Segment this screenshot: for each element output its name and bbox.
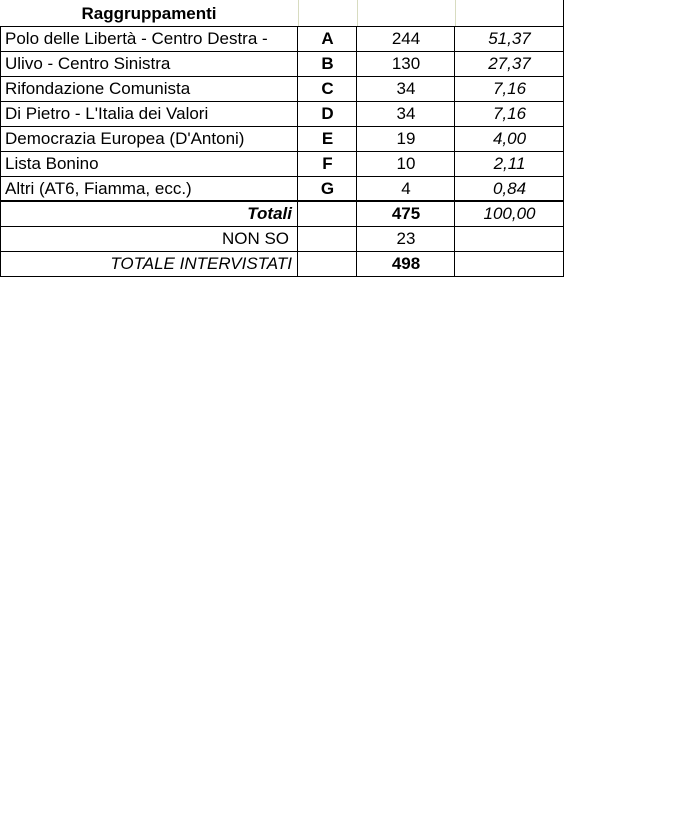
- party-count: 34: [396, 79, 416, 98]
- grid-line: [0, 51, 564, 52]
- party-count: 130: [391, 54, 421, 73]
- party-name: Polo delle Libertà - Centro Destra -: [5, 29, 268, 48]
- grid-line: [0, 101, 564, 102]
- party-pct: 4,00: [492, 129, 527, 148]
- grid-line: [0, 276, 564, 277]
- grid-line: [297, 26, 298, 277]
- party-count: 244: [391, 29, 421, 48]
- header-raggruppamenti: Raggruppamenti: [81, 4, 217, 23]
- party-count: 4: [401, 179, 411, 198]
- party-count: 34: [396, 104, 416, 123]
- grid-line: [563, 26, 564, 277]
- totali-pct: 100,00: [483, 204, 536, 223]
- grid-line: [455, 0, 456, 26]
- non-so-count: 23: [396, 229, 416, 248]
- party-name: Lista Bonino: [5, 154, 99, 173]
- party-code: E: [321, 129, 334, 148]
- grid-line: [356, 26, 357, 277]
- totali-label: Totali: [247, 204, 292, 223]
- party-count: 19: [396, 129, 416, 148]
- grid-line: [454, 26, 455, 277]
- grid-line: [0, 176, 564, 177]
- totale-intervistati-count: 498: [391, 254, 421, 273]
- party-pct: 7,16: [492, 79, 527, 98]
- party-name: Altri (AT6, Fiamma, ecc.): [5, 179, 192, 198]
- grid-line: [0, 200, 564, 202]
- party-pct: 2,11: [493, 154, 526, 173]
- totali-count: 475: [391, 204, 421, 223]
- grid-line: [0, 251, 564, 252]
- grid-line: [0, 126, 564, 127]
- party-pct: 51,37: [488, 29, 531, 48]
- party-pct: 0,84: [492, 179, 527, 198]
- grid-line: [0, 26, 564, 27]
- party-name: Di Pietro - L'Italia dei Valori: [5, 104, 209, 123]
- party-code: G: [320, 179, 335, 198]
- party-code: B: [321, 54, 334, 73]
- party-code: D: [321, 104, 334, 123]
- grid-line: [0, 26, 1, 277]
- grid-line: [357, 0, 358, 26]
- party-code: F: [322, 154, 333, 173]
- party-name: Rifondazione Comunista: [5, 79, 191, 98]
- party-pct: 27,37: [488, 54, 531, 73]
- party-count: 10: [396, 154, 416, 173]
- party-name: Ulivo - Centro Sinistra: [5, 54, 171, 73]
- non-so-label: NON SO: [221, 229, 289, 248]
- party-pct: 7,16: [492, 104, 527, 123]
- grid-line: [0, 151, 564, 152]
- grid-line: [0, 76, 564, 77]
- grid-line: [298, 0, 299, 26]
- totale-intervistati-label: TOTALE INTERVISTATI: [110, 254, 292, 273]
- grid-line: [563, 0, 564, 26]
- party-name: Democrazia Europea (D'Antoni): [5, 129, 245, 148]
- grid-line: [0, 226, 564, 227]
- spreadsheet-table: [0, 0, 565, 278]
- party-code: C: [321, 79, 334, 98]
- party-code: A: [321, 29, 334, 48]
